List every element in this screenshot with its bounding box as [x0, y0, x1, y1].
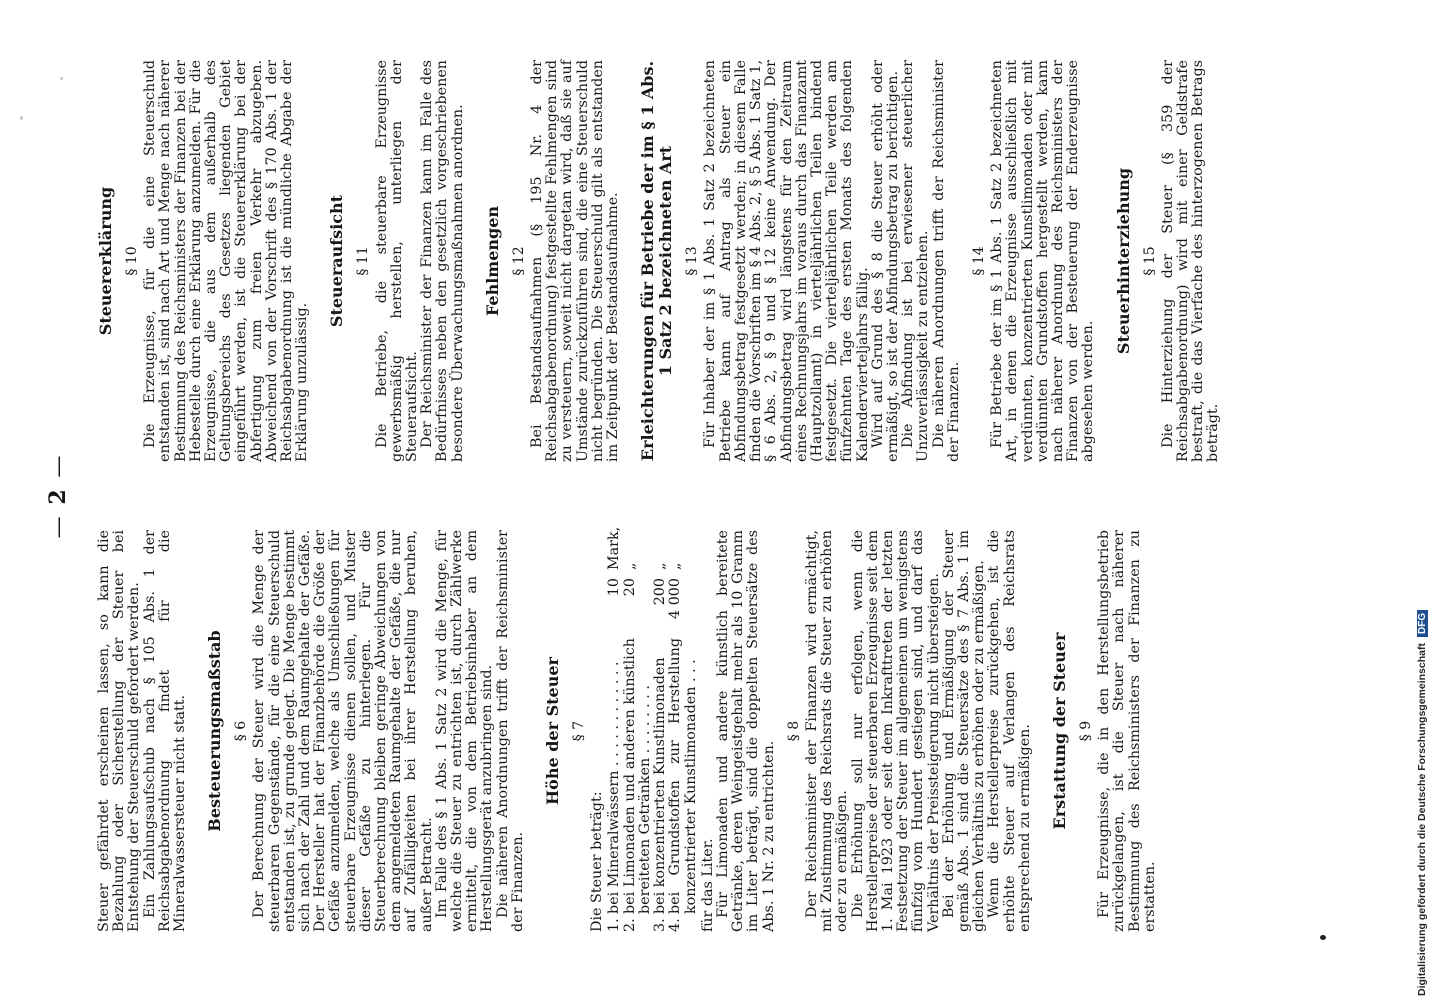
left-column [96, 526, 1158, 932]
section-6-paragraph-1: Der Berechnung der Steuer wird die Menge der steuerbaren Gegenstände, für die eine Steuerschuld entstanden ist, zu grunde gelegt. Die Menge bestimmt sich nach der Zahl und dem Raumgehalte der Gefäße. Der Hersteller hat der Finanzbehörde die Größe der Gefäße anzumelden, welche als Umschließungen für steuerbare Erzeugnisse dienen sollen, und Muster dieser Gefäße zu hinterlegen. Für die Steuerberechnung bleiben geringe Abweichungen von dem angemeldeten Raumgehalte der Gefäße, die nur auf Zufälligkeiten bei ihrer Herstellung beruhen, außer Betracht. [251, 530, 435, 932]
section-12-heading: Fehlmengen [482, 205, 502, 317]
section-8-paragraph-1: Der Reichsminister der Finanzen wird ermächtigt, mit Zustimmung des Reichsrats die Steuer zu erhöhen oder zu ermäßigen. [803, 530, 851, 932]
section-8-paragraph-3: Bei der Erhöhung und Ermäßigung der Steuer gemäß Abs. 1 sind die Steuersätze des § 7 Abs. 1 im gleichen Verhältnis zu erhöhen oder zu ermäßigen. [940, 530, 988, 932]
dfg-logo: DFG [1417, 610, 1428, 637]
intro-paragraph-2: Ein Zahlungsaufschub nach § 105 Abs. 1 der Reichsabgabenordnung findet für die Mineralwassersteuer nicht statt. [141, 530, 189, 932]
section-13-paragraph-2: Wird auf Grund des § 8 die Steuer erhöht oder ermäßigt, so ist der Abfindungsbetrag zu berichtigen. [869, 60, 901, 462]
right-column [97, 60, 1222, 462]
section-6-paragraph-3: Die näheren Anordnungen trifft der Reichsminister der Finanzen. [494, 530, 526, 932]
section-13-heading: Erleichterungen für Betriebe der im § 1 Abs. 1 Satz 2 bezeichneten Art [638, 60, 676, 462]
scan-speck [60, 77, 63, 80]
section-8-paragraph-2: Die Erhöhung soll nur erfolgen, wenn die Herstellerpreise der steuerbaren Erzeugnisse seit dem 1. Mai 1923 oder seit dem Inkrafttreten der letzten Festsetzung der Steuer im allgemeinen um wenigstens fünfzig vom Hundert gestiegen sind, und darf das Verhältnis der Preissteigerung nicht übersteigen. [849, 530, 942, 932]
page-number: — 2 — [45, 453, 71, 539]
digitization-text: Digitalisierung gefördert durch die Deutsche Forschungsgemeinschaft [1416, 643, 1428, 996]
digitization-note [1415, 4, 1429, 996]
section-7-heading: Höhe der Steuer [543, 657, 563, 805]
section-13-number: § 13 [684, 246, 701, 276]
section-11-paragraph-1: Die Betriebe, die steuerbare Erzeugnisse gewerbsmäßig herstellen, unterliegen der Steueraufsicht. [373, 60, 421, 462]
section-13-paragraph-1: Für Inhaber der im § 1 Abs. 1 Satz 2 bezeichneten Betriebe kann auf Antrag als Steuer ein Abfindungsbetrag festgesetzt werden; in diesem Falle finden die Vorschriften im § 4 Abs. 2, § 5 Abs. 1 Satz 1, § 6 Abs. 2, § 9 und § 12 keine Anwendung. Der Abfindungsbetrag wird längstens für den Zeitraum eines Rechnungsjahrs im voraus durch das Finanzamt (Hauptzollamt) in vierteljährlichen Teilen bindend festgesetzt. Die vierteljährlichen Teile werden am fünfzehnten Tage des ersten Monats des folgenden Kalendervierteljahrs fällig. [702, 60, 871, 462]
section-7-lead: Die Steuer beträgt: [589, 791, 606, 932]
section-9-heading: Erstattung der Steuer [1049, 632, 1069, 830]
section-8-paragraph-4: Wenn die Herstellerpreise zurückgehen, ist die erhöhte Steuer auf Verlangen des Reichsrats entsprechend zu ermäßigen. [986, 530, 1033, 932]
tax-rate-item: 4. bei Grundstoffen zur Herstellung konzentrierter Kunstlimonaden . . . 4 000 „ [667, 562, 699, 932]
section-8-number: § 8 [785, 720, 802, 742]
tax-rate-item: 2. bei Limonaden und anderen künstlich bereiteten Getränken . . . . . . . . 20 „ [621, 562, 653, 932]
section-15-heading: Steuerhinterziehung [1113, 167, 1133, 355]
section-11-number: § 11 [355, 246, 372, 276]
section-6-heading: Besteuerungsmaßstab [205, 630, 225, 832]
scan-speck [1320, 935, 1326, 940]
section-12-paragraph: Bei Bestandsaufnahmen (§ 195 Nr. 4 der Reichsabgabenordnung) festgestellte Fehlmengen sind zu versteuern, soweit nicht dargetan wird, daß sie auf Umstände zurückzuführen sind, die eine Steuerschuld nicht begründen. Die Steuerschuld gilt als entstanden im Zeitpunkt der Bestandsaufnahme. [529, 60, 622, 462]
scan-speck [20, 116, 23, 120]
tax-rate-item: 3. bei konzentrierten Kunstlimonaden 200 „ [652, 562, 669, 932]
tax-rate-list [606, 526, 699, 932]
section-10-paragraph: Die Erzeugnisse, für die eine Steuerschuld entstanden ist, sind nach Art und Menge nach näherer Bestimmung des Reichsministers der Finanzen bei der Hebestelle durch eine Erklärung anzumelden. Für die Erzeugnisse, die aus dem außerhalb des Geltungsbereichs des Gesetzes liegenden Gebiet eingeführt werden, ist die Steuererklärung bei der Abfertigung zum freien Verkehr abzugeben. Abweichend von der Vorschrift des § 170 Abs. 1 der Reichsabgabenordnung ist die mündliche Abgabe der Erklärung unzulässig. [142, 60, 311, 462]
section-14-paragraph: Für Betriebe der im § 1 Abs. 1 Satz 2 bezeichneten Art, in denen die Erzeugnisse ausschließlich mit verdünnten, konzentrierten Kunstlimonaden oder mit verdünnten Grundstoffen hergestellt werden, kann nach näherer Anordnung des Reichsministers der Finanzen von der Besteuerung der Enderzeugnisse abgesehen werden. [989, 60, 1097, 462]
section-6-paragraph-2: Im Falle des § 1 Abs. 1 Satz 2 wird die Menge, für welche die Steuer zu entrichten ist, durch Zählwerke ermittelt, die von dem Betriebsinhaber an dem Herstellungsgerät anzubringen sind. [433, 530, 496, 932]
section-12-number: § 12 [510, 246, 527, 276]
intro-paragraph-1: Steuer gefährdet erscheinen lassen, so kann die Bezahlung oder Sicherstellung der Steuer bei Entstehung der Steuerschuld gefordert werden. [96, 530, 143, 932]
section-7-paragraph-2: Für Limonaden und andere künstlich bereitete Getränke, deren Weingeistgehalt mehr als 10 Gramm im Liter beträgt, sind die doppelten Steuersätze des Abs. 1 Nr. 2 zu entrichten. [714, 530, 777, 932]
section-6-number: § 6 [233, 720, 250, 742]
section-10-number: § 10 [124, 246, 140, 276]
section-10-heading: Steuererklärung [96, 186, 115, 336]
page-number-value: 2 [45, 487, 71, 505]
section-13-paragraph-3: Die Abfindung ist bei erwiesener steuerlicher Unzuverlässigkeit zu entziehen. [900, 60, 932, 462]
section-11-heading: Steueraufsicht [327, 194, 347, 328]
section-9-paragraph: Für Erzeugnisse, die in den Herstellungsbetrieb zurückgelangen, ist die Steuer nach näherer Bestimmung des Reichsministers der Finanzen zu erstatten. [1096, 530, 1158, 932]
section-15-number: § 15 [1141, 246, 1158, 276]
section-7-number: § 7 [571, 720, 588, 742]
section-15-paragraph: Die Hinterziehung der Steuer (§ 359 der Reichsabgabenordnung) wird mit einer Geldstrafe bestraft, die das Vierfache des hinterzogenen Betrags beträgt. [1159, 60, 1222, 462]
document-page [45, 60, 1345, 932]
section-11-paragraph-2: Der Reichsminister der Finanzen kann im Falle des Bedürfnisses neben den gesetzlich vorgeschriebenen besondere Überwachungsmaßnahmen anordnen. [419, 60, 466, 462]
tax-rate-item: 1. bei Mineralwässern . . . . . . . . . . . . 10 Mark, [606, 526, 623, 932]
section-7-after-list: für das Liter. [699, 838, 716, 932]
section-9-number: § 9 [1077, 720, 1094, 742]
section-13-paragraph-4: Die näheren Anordnungen trifft der Reichsminister der Finanzen. [930, 60, 962, 462]
section-14-number: § 14 [970, 246, 987, 276]
